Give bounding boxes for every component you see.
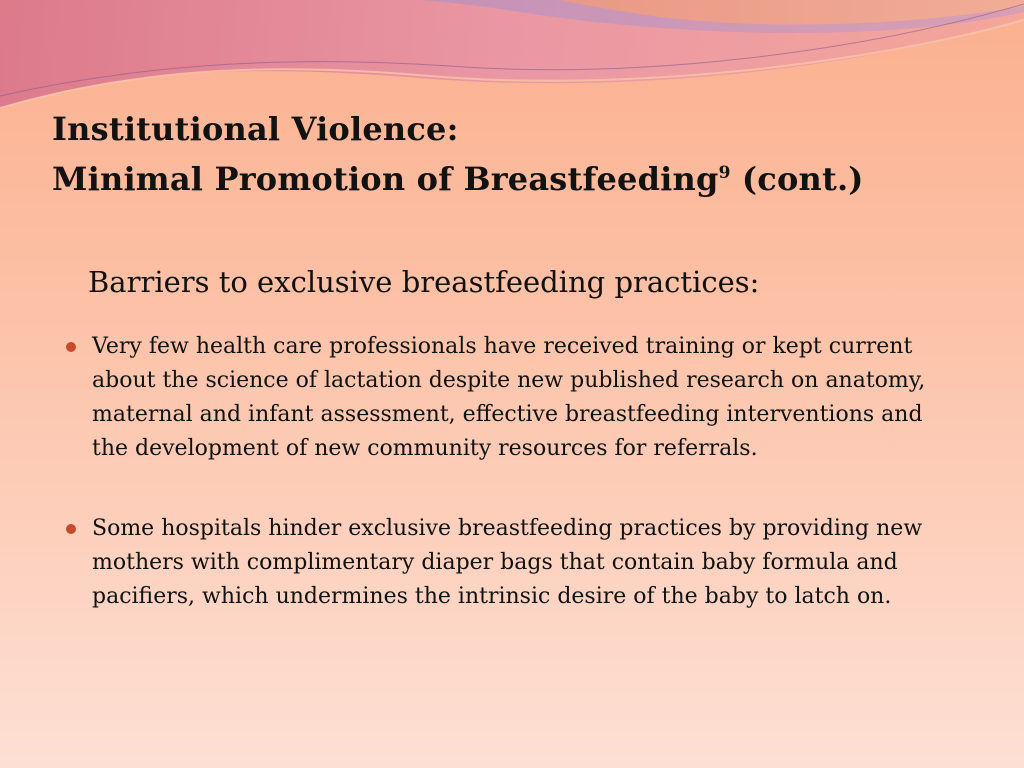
bullet-text: Very few health care professionals have received training or kept current about the science of lactation despite new published research on anatomy, maternal and infant assessment, effective breastfeeding interventions and the development of new community resources for referrals. — [92, 334, 926, 461]
slide-title — [52, 104, 992, 204]
citation-superscript: 9 — [718, 163, 731, 183]
slide-subtitle: Barriers to exclusive breastfeeding practices: — [88, 265, 760, 299]
bullet-list — [62, 330, 942, 614]
title-line-2 — [52, 154, 992, 204]
title-line-1: Institutional Violence: — [52, 110, 459, 148]
bullet-dot-icon — [66, 524, 76, 534]
bullet-item — [62, 512, 942, 614]
title-main: Minimal Promotion of Breastfeeding — [52, 160, 719, 198]
bullet-dot-icon — [66, 342, 76, 352]
bullet-text: Some hospitals hinder exclusive breastfeeding practices by providing new mothers with complimentary diaper bags that contain baby formula and pacifiers, which undermines the intrinsic desire of the baby to latch on. — [92, 516, 923, 609]
bullet-item — [62, 330, 942, 466]
title-suffix: (cont.) — [730, 160, 864, 198]
